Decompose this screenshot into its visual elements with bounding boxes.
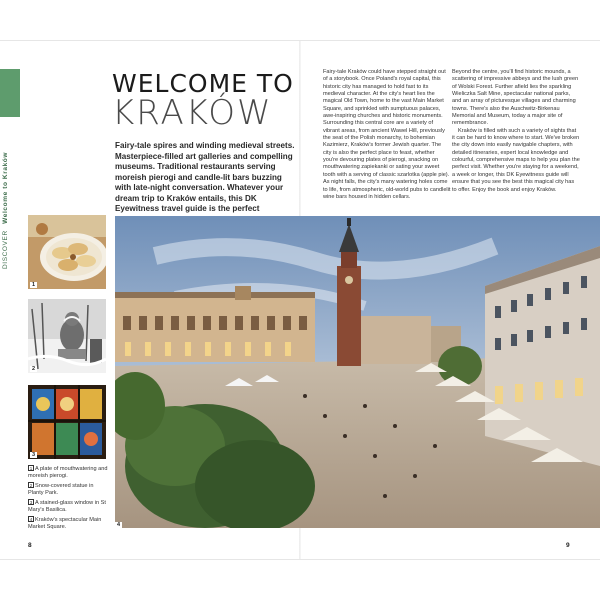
pierogi-photo [28, 215, 106, 289]
body-paragraph: Fairy-tale Kraków could have stepped straight out of a storybook. Once Poland's royal capital, this historic city has managed to hold fast to its medieval character. At the city's heart lies the magical Old Town, home to the vast Main Market Square, and sprinkled with sumptuous palaces, awe-inspiring churches and historic monuments. Surrounding this central core are a variety of vibrant areas, from ancient Wawel Hill, previously the seat of the Polish monarchy, to bohemian Kazimierz, Kraków's former Jewish quarter. The city is also the perfect place to feast, whether you're devouring plates of pierogi, snacking on mouthwatering zapiekanki or sating your sweet tooth with a serving of classic szarlotka (apple pie). As night falls, the city's many watering holes come to life, from atmospheric, old-world pubs to candlelit wine bars housed in hidden cellars. [323, 69, 451, 200]
caption [28, 499, 108, 514]
running-head-title: Welcome to Kraków [2, 151, 9, 224]
section-tab [0, 69, 20, 117]
market-square-illustration [115, 216, 600, 528]
thumb-number: 3 [32, 452, 36, 458]
heading-line-1: WELCOME TO [112, 69, 294, 98]
caption-number: 1 [29, 466, 33, 471]
market-square-photo [115, 216, 600, 528]
running-head [2, 152, 9, 269]
running-head-section: DISCOVER [2, 230, 9, 269]
body-column-1 [323, 69, 451, 201]
caption-number: 2 [29, 483, 33, 488]
pierogi-illustration [28, 215, 106, 289]
caption-number: 3 [29, 500, 33, 505]
intro-paragraph: Fairy-tale spires and winding medieval streets. Masterpiece-filled art galleries and compelling museums. Traditional restaurants serving moreish pierogi and candle-lit bars buzzing with late-night conversation. Whatever your dream trip to Kraków entails, this DK Eyewitness travel guide is the perfect [115, 141, 295, 213]
caption-number: 4 [29, 517, 33, 522]
body-paragraph: Kraków is filled with such a variety of sights that it can be hard to know where to start. We've broken the city down into easily navigable chapters, with detailed itineraries, expert local knowledge and colourful, comprehensive maps to help you plan the perfect visit. Whether you're staying for a weekend, a week or longer, this DK Eyewitness guide will ensure that you see the best this magical city has to offer. Enjoy the book and enjoy Kraków. [452, 127, 580, 193]
book-spread [0, 40, 600, 560]
caption [28, 465, 108, 480]
caption [28, 482, 108, 497]
stained-glass-photo [28, 385, 106, 459]
body-column-2 [452, 69, 580, 194]
statue-illustration [28, 299, 106, 373]
photo-number: 4 [117, 522, 121, 528]
caption-text: A stained-glass window in St Mary's Basilica. [28, 500, 106, 513]
caption-text: A plate of mouthwatering and moreish pierogi. [28, 466, 108, 479]
page-number-left: 8 [28, 542, 32, 549]
caption-text: Kraków's spectacular Main Market Square. [28, 517, 102, 530]
body-paragraph: Beyond the centre, you'll find historic mounds, a scattering of impressive abbeys and the lush green of Wolski Forest. Further afield lies the sparkling Wieliczka Salt Mine, spectacular national parks, and an array of picturesque villages and charming towns. There's also the Auschwitz-Birkenau Memorial and Museum, today a major site of remembrance. [452, 69, 579, 127]
caption-text: Snow-covered statue in Planty Park. [28, 483, 94, 496]
statue-photo [28, 299, 106, 373]
thumb-number: 1 [32, 282, 36, 288]
photo-captions [28, 465, 108, 533]
heading-line-2: KRAKÓW [112, 93, 273, 133]
caption [28, 516, 108, 531]
thumb-number: 2 [32, 366, 36, 372]
stained-glass-illustration [28, 385, 106, 459]
page-number-right: 9 [566, 542, 570, 549]
